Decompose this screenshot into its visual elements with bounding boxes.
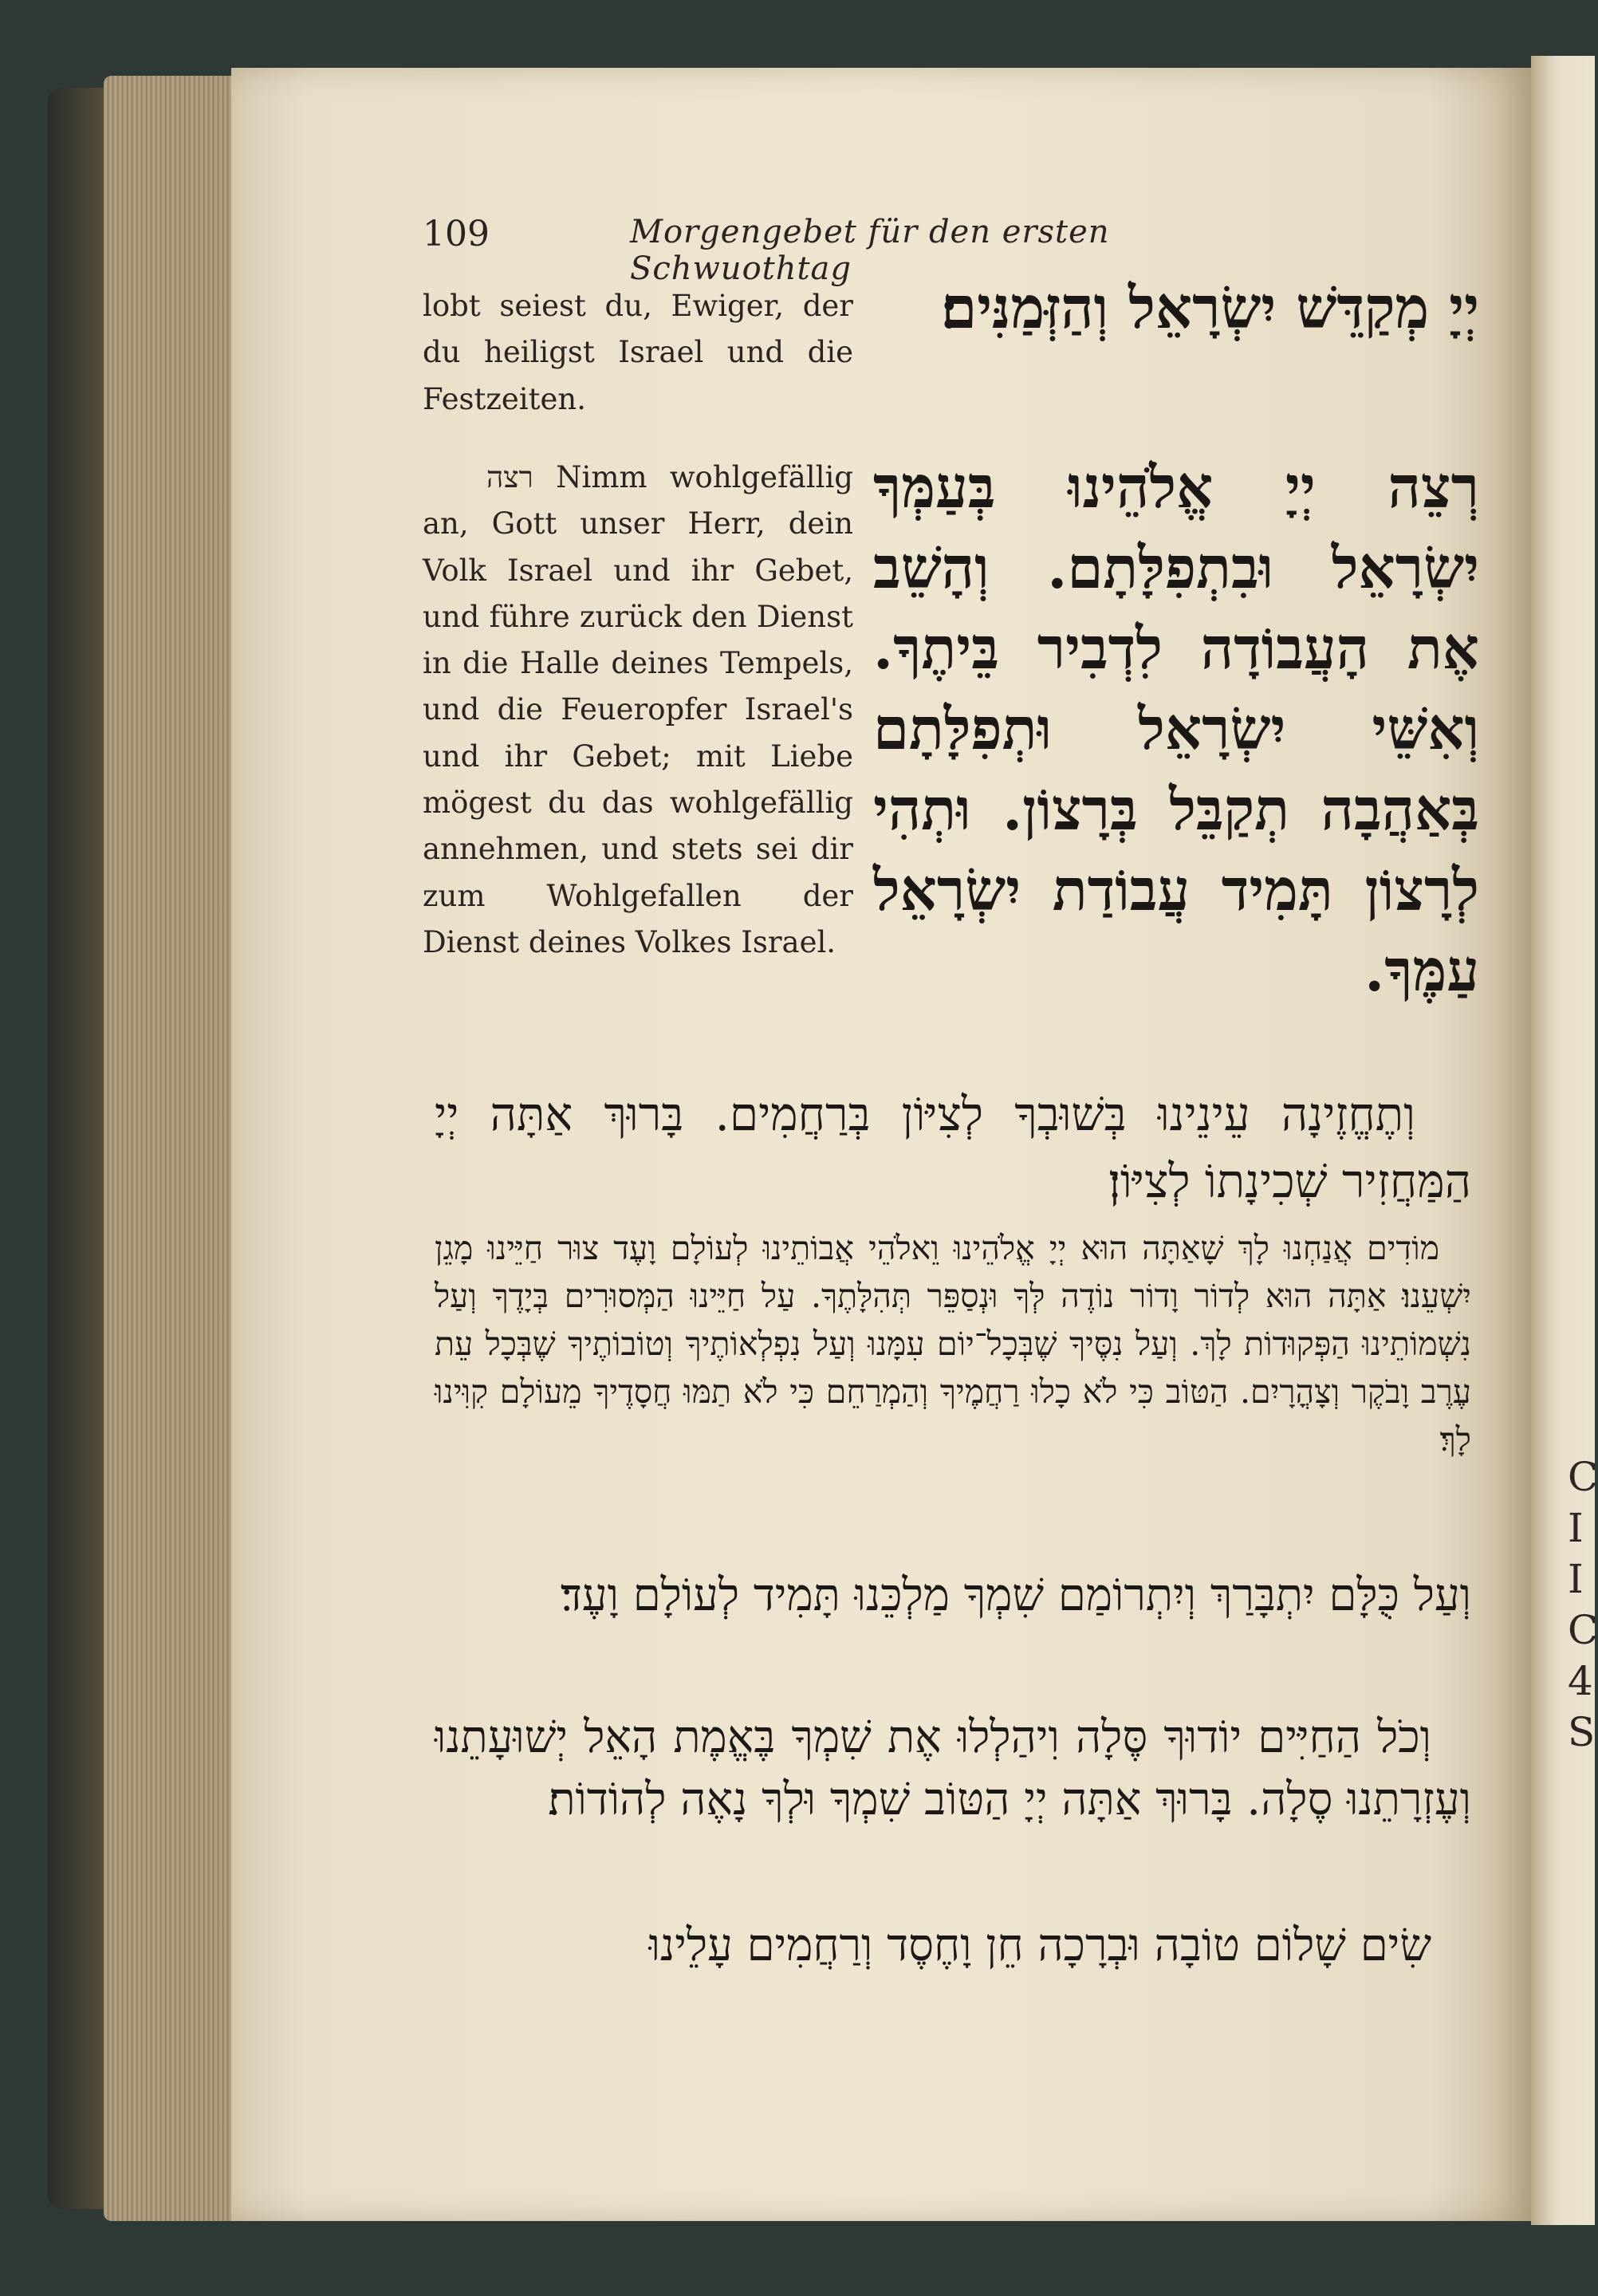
hebrew-paragraph-2 bbox=[435, 1224, 1471, 1463]
facing-page bbox=[1531, 56, 1598, 2225]
hebrew-text-large-1: יְיָ מְקַדֵּשׁ יִשְׂרָאֵל וְהַזְּמַנִּים׃ bbox=[941, 274, 1479, 341]
hebrew-text-2: מוֹדִים אֲנַחְנוּ לָךְ שָׁאַתָּה הוּא יְיָ אֱלֹהֵינוּ וֵאלֹהֵי אֲבוֹתֵינוּ לְעוֹלָם וָעֶד צוּר חַיֵּינוּ מָגֵן יִשְׁעֵנוּ׃ אַתָּה הוּא לְדוֹר וָדוֹר נוֹדֶה לְּךָ וּנְסַפֵּר תְּהִלָּתֶךָ. עַל חַיֵּינוּ הַמְּסוּרִים בְּיָדֶךָ וְעַל נִשְׁמוֹתֵינוּ הַפְּקוּדוֹת לָךְ. וְעַל נִסֶּיךָ שֶׁבְּכָל־יוֹם עִמָּנוּ וְעַל נִפְלְאוֹתֶיךָ וְטוֹבוֹתֶיךָ שֶׁבְּכָל עֵת עֶרֶב וָבֹקֶר וְצָהֳרָיִם. הַטּוֹב כִּי לֹא כָלוּ רַחֲמֶיךָ וְהַמְרַחֵם כִּי לֹא תַמּוּ חֲסָדֶיךָ מֵעוֹלָם קִוִּינוּ לָךְ׃ bbox=[435, 1229, 1471, 1459]
hebrew-text-5: שִׂים שָׁלוֹם טוֹבָה וּבְרָכָה חֵן וָחֶסֶד וְרַחֲמִים עָלֵינוּ bbox=[648, 1920, 1431, 1971]
german-text-2 bbox=[423, 455, 853, 966]
hebrew-marker: רצה bbox=[486, 460, 533, 494]
hebrew-paragraph-4 bbox=[435, 1707, 1471, 1831]
running-title: Morgengebet für den ersten Schwuothtag bbox=[630, 214, 1110, 287]
hebrew-paragraph-1 bbox=[435, 1081, 1471, 1215]
german-translation-1 bbox=[423, 283, 853, 423]
page-edges bbox=[104, 76, 247, 2221]
hebrew-text-large-2: רְצֵה יְיָ אֱלֹהֵינוּ בְּעַמְּךָ יִשְׂרָאֵל וּבִתְפִלָּתָם. וְהָשֵׁב אֶת הָעֲבוֹדָה לִדְבִיר בֵּיתֶךָ. וְאִשֵּׁי יִשְׂרָאֵל וּתְפִלָּתָם בְּאַהֲבָה תְקַבֵּל בְּרָצוֹן. וּתְהִי לְרָצוֹן תָּמִיד עֲבוֹדַת יִשְׂרָאֵל עַמֶּךָ. bbox=[873, 453, 1479, 1004]
hebrew-paragraph-3 bbox=[435, 1563, 1471, 1628]
hebrew-retzeh-large bbox=[873, 447, 1479, 1010]
hebrew-paragraph-5 bbox=[435, 1914, 1471, 1978]
hebrew-blessing-large bbox=[873, 267, 1479, 348]
hebrew-text-1: וְתֶחֱזֶינָה עֵינֵינוּ בְּשׁוּבְךָ לְצִיּוֹן בְּרַחֲמִים. בָּרוּךְ אַתָּה יְיָ הַמַּחֲזִיר שְׁכִינָתוֹ לְצִיּוֹן׃ bbox=[435, 1087, 1471, 1208]
german-body: Nimm wohlgefällig an, Gott unser Herr, dein Volk Israel und ihr Gebet, und führe zurück den Dienst in die Halle deines Tempels, und die Feueropfer Israel's und ihr Gebet; mit Liebe mögest du das wohlgefällig annehmen, und stets sei dir zum Wohlgefallen der Dienst deines Volkes Israel. bbox=[423, 460, 853, 959]
hebrew-text-4: וְכֹל הַחַיִּים יוֹדוּךָ סֶּלָה וִיהַלְלוּ אֶת שִׁמְךָ בֶּאֱמֶת הָאֵל יְשׁוּעָתֵנוּ וְעֶזְרָתֵנוּ סֶלָה. בָּרוּךְ אַתָּה יְיָ הַטּוֹב שִׁמְךָ וּלְךָ נָאֶה לְהוֹדוֹת׃ bbox=[435, 1711, 1471, 1825]
german-translation-2 bbox=[423, 455, 853, 966]
german-text-1: lobt seiest du, Ewiger, der du heiligst Israel und die Festzeiten. bbox=[423, 289, 853, 416]
page-number: 109 bbox=[423, 214, 490, 254]
hebrew-text-3: וְעַל כֻּלָּם יִתְבָּרַךְ וְיִתְרוֹמַם שִׁמְךָ מַלְכֵּנוּ תָּמִיד לְעוֹלָם וָעֶד׃ bbox=[560, 1569, 1471, 1621]
facing-page-margin-text: C I I C 4 S bbox=[1568, 1454, 1598, 1755]
page-header bbox=[423, 214, 1252, 287]
